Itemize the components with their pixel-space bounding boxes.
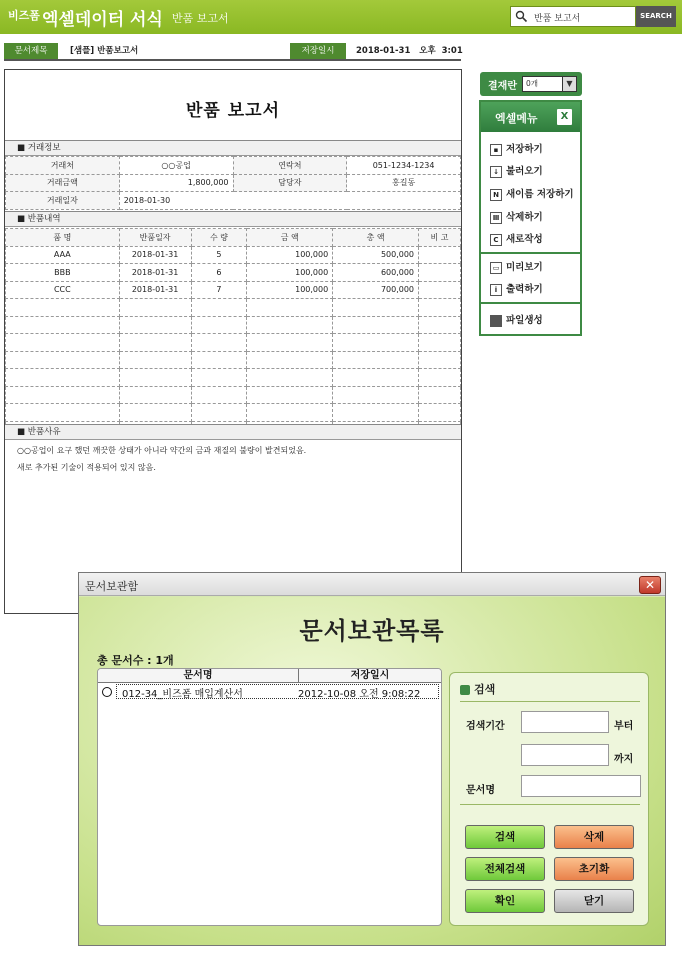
- table-row: [6, 264, 461, 282]
- trade-table: [5, 156, 461, 210]
- save-as-icon: N: [490, 189, 502, 201]
- row-price: 100,000: [247, 246, 333, 264]
- section-trade: ■ 거래정보: [5, 140, 461, 156]
- row-total: 600,000: [333, 264, 419, 282]
- amount-value: 1,800,000: [119, 174, 233, 192]
- menu-item-label: 파일생성: [506, 315, 543, 326]
- trash-icon: Ⅲ: [490, 212, 502, 224]
- chevron-down-icon[interactable]: ▼: [562, 77, 576, 91]
- date-value: 2018-01-30: [119, 192, 460, 210]
- save-icon: ▪: [490, 144, 502, 156]
- period-from-input[interactable]: [521, 711, 609, 733]
- empty-row: [6, 404, 461, 422]
- menu-item-label: 새로작성: [506, 234, 543, 245]
- col-date: 반품일자: [119, 229, 191, 247]
- table-row: [6, 246, 461, 264]
- dialog-heading: 문서보관목록: [299, 617, 445, 645]
- reset-button[interactable]: 초기화: [554, 857, 634, 881]
- menu-item-new[interactable]: [490, 231, 543, 246]
- section-reason: ■ 반품사유: [5, 424, 461, 440]
- empty-row: [6, 369, 461, 387]
- list-item-name: 012-34_비즈폼 매입계산서: [122, 689, 243, 700]
- row-name: BBB: [6, 264, 120, 282]
- client-value: ○○공업: [119, 157, 233, 175]
- radio-button[interactable]: [102, 687, 112, 697]
- menu-item-label: 미리보기: [506, 262, 543, 273]
- site-title[interactable]: 엑셀데이터 서식: [42, 10, 163, 30]
- empty-row: [6, 351, 461, 369]
- divider: [460, 701, 640, 702]
- search-button-dialog[interactable]: 검색: [465, 825, 545, 849]
- delete-button[interactable]: 삭제: [554, 825, 634, 849]
- row-price: 100,000: [247, 264, 333, 282]
- menu-item-print[interactable]: [490, 281, 543, 296]
- col-saved-date: 저장일시: [299, 669, 441, 683]
- row-qty: 5: [191, 246, 247, 264]
- doc-title-label: 문서제목: [4, 43, 58, 59]
- approval-value: 0개: [526, 79, 539, 88]
- menu-item-file-create[interactable]: [490, 312, 543, 327]
- list-item[interactable]: [98, 684, 441, 700]
- row-total: 700,000: [333, 281, 419, 299]
- empty-row: [6, 386, 461, 404]
- row-name: AAA: [6, 246, 120, 264]
- manager-label: 담당자: [233, 174, 347, 192]
- excel-menu-title: 엑셀메뉴: [495, 112, 538, 125]
- menu-divider: [481, 302, 580, 304]
- row-note: [419, 264, 461, 282]
- menu-divider: [481, 252, 580, 254]
- close-button[interactable]: 닫기: [554, 889, 634, 913]
- doc-title-value: [샘플] 반품보고서: [70, 46, 139, 56]
- document-archive-dialog: [78, 572, 666, 946]
- menu-item-label: 출력하기: [506, 284, 543, 295]
- menu-item-preview[interactable]: [490, 259, 543, 274]
- excel-menu-header: [481, 102, 580, 132]
- col-qty: 수 량: [191, 229, 247, 247]
- page-subtitle: 반품 보고서: [172, 12, 229, 25]
- row-qty: 7: [191, 281, 247, 299]
- row-note: [419, 281, 461, 299]
- arrow-icon: [460, 685, 470, 695]
- row-date: 2018-01-31: [119, 281, 191, 299]
- search-input[interactable]: [510, 6, 636, 27]
- logo[interactable]: 비즈폼: [8, 9, 40, 22]
- items-header-row: [6, 229, 461, 247]
- contact-value: 051-1234-1234: [347, 157, 461, 175]
- menu-item-label: 저장하기: [506, 144, 543, 155]
- col-total: 총 액: [333, 229, 419, 247]
- document-list: [97, 668, 442, 926]
- col-document-name: 문서명: [98, 669, 299, 683]
- new-document-icon: C: [490, 234, 502, 246]
- row-price: 100,000: [247, 281, 333, 299]
- menu-item-save[interactable]: [490, 141, 543, 156]
- contact-label: 연락처: [233, 157, 347, 175]
- dialog-title: 문서보관함: [85, 580, 139, 593]
- menu-item-save-as[interactable]: [490, 186, 574, 201]
- row-date: 2018-01-31: [119, 246, 191, 264]
- empty-row: [6, 334, 461, 352]
- menu-item-load[interactable]: [490, 163, 543, 178]
- search-all-button[interactable]: 전체검색: [465, 857, 545, 881]
- reason-line: ○○공업이 요구 했던 깨끗한 상태가 아니라 약간의 금과 재질의 불량이 발견되었음.: [17, 446, 307, 455]
- manager-value: 홍길동: [347, 174, 461, 192]
- docname-input[interactable]: [521, 775, 641, 797]
- folder-icon: [490, 315, 502, 327]
- saved-value: 2018-01-31 오후 3:01: [356, 46, 463, 56]
- reason-line: 새로 추가된 기술이 적용되어 있지 않음.: [17, 463, 156, 472]
- table-row: [6, 281, 461, 299]
- to-label: 까지: [614, 754, 634, 765]
- menu-item-label: 새이름 저장하기: [506, 189, 574, 200]
- empty-row: [6, 299, 461, 317]
- row-qty: 6: [191, 264, 247, 282]
- excel-icon: X: [557, 109, 572, 125]
- dialog-titlebar: [79, 573, 665, 596]
- search-button[interactable]: SEARCH: [636, 6, 676, 27]
- menu-item-label: 불러오기: [506, 166, 543, 177]
- close-icon[interactable]: ✕: [639, 576, 661, 594]
- approval-label: 결재란: [488, 81, 517, 92]
- row-name: CCC: [6, 281, 120, 299]
- search-value: 반품 보고서: [534, 14, 581, 24]
- docname-label: 문서명: [466, 785, 495, 796]
- section-items: ■ 반품내역: [5, 211, 461, 227]
- from-label: 부터: [614, 721, 634, 732]
- row-note: [419, 246, 461, 264]
- excel-menu: [479, 100, 582, 336]
- date-label: 거래일자: [6, 192, 120, 210]
- search-panel-title: [460, 681, 495, 697]
- document-sheet: [4, 69, 462, 614]
- saved-label: 저장일시: [290, 43, 346, 59]
- approval-selector: [480, 72, 582, 96]
- amount-label: 거래금액: [6, 174, 120, 192]
- document-count: 총 문서수 : 1개: [97, 654, 174, 667]
- monitor-icon: ▭: [490, 262, 502, 274]
- divider: [460, 804, 640, 805]
- period-label: 검색기간: [466, 721, 505, 732]
- approval-select[interactable]: [522, 76, 577, 92]
- menu-item-label: 삭제하기: [506, 212, 543, 223]
- row-date: 2018-01-31: [119, 264, 191, 282]
- row-total: 500,000: [333, 246, 419, 264]
- document-title: 반품 보고서: [185, 101, 281, 121]
- search-icon: [515, 10, 528, 23]
- ok-button[interactable]: 확인: [465, 889, 545, 913]
- items-table: [5, 228, 461, 439]
- col-price: 금 액: [247, 229, 333, 247]
- client-label: 거래처: [6, 157, 120, 175]
- search-panel: [449, 672, 649, 926]
- top-bar: [0, 0, 682, 34]
- dialog-body: [79, 597, 665, 945]
- print-icon: i: [490, 284, 502, 296]
- document-info-row: [4, 43, 461, 61]
- col-note: 비 고: [419, 229, 461, 247]
- period-to-input[interactable]: [521, 744, 609, 766]
- col-name: 품 명: [6, 229, 120, 247]
- search-panel-label: 검색: [474, 683, 496, 696]
- menu-item-delete[interactable]: [490, 209, 543, 224]
- list-item-date: 2012-10-08 오전 9:08:22: [298, 689, 421, 700]
- empty-row: [6, 316, 461, 334]
- download-icon: ↓: [490, 166, 502, 178]
